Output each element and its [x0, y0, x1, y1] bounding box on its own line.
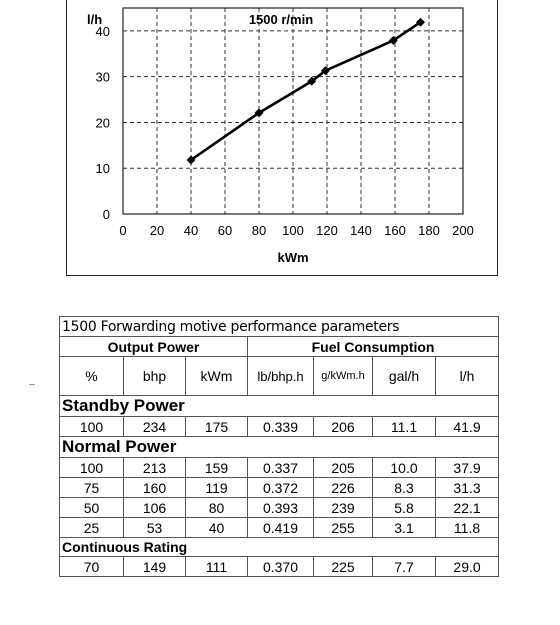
- table-cell: 7.7: [373, 557, 436, 577]
- table-row: [60, 478, 499, 498]
- fuel-consumption-header: Fuel Consumption: [248, 337, 499, 357]
- table-cell: 50: [60, 498, 124, 518]
- table-cell: 106: [124, 498, 186, 518]
- section-title: Normal Power: [60, 437, 499, 458]
- column-header-row: [60, 357, 499, 396]
- table-cell: 10.0: [373, 458, 436, 478]
- table-cell: 226: [314, 478, 373, 498]
- section-title: Continuous Rating: [60, 538, 499, 557]
- x-tick-label: 180: [418, 223, 440, 238]
- table-cell: 213: [124, 458, 186, 478]
- table-cell: 0.372: [248, 478, 314, 498]
- table-cell: 0.337: [248, 458, 314, 478]
- table-cell: 5.8: [373, 498, 436, 518]
- section-row: [60, 538, 499, 557]
- table-cell: 41.9: [436, 417, 499, 437]
- table-cell: 175: [186, 417, 248, 437]
- x-tick-label: 80: [251, 223, 267, 238]
- y-tick-label: 10: [95, 161, 110, 177]
- table-caption: 1500 Forwarding motive performance parameters: [60, 317, 499, 337]
- x-tick-label: 140: [350, 223, 372, 238]
- table-cell: 37.9: [436, 458, 499, 478]
- table-cell: 8.3: [373, 478, 436, 498]
- table-row: [60, 557, 499, 577]
- table-cell: 206: [314, 417, 373, 437]
- table-cell: 160: [124, 478, 186, 498]
- chart-frame: [66, 0, 498, 276]
- table-cell: 22.1: [436, 498, 499, 518]
- table-cell: 149: [124, 557, 186, 577]
- table-cell: 205: [314, 458, 373, 478]
- grid-layer: [123, 8, 463, 214]
- col-header-l-h: l/h: [436, 357, 499, 396]
- chart-title: 1500 r/min: [248, 12, 314, 27]
- table-cell: 31.3: [436, 478, 499, 498]
- table-cell: 0.419: [248, 518, 314, 538]
- table-cell: 119: [186, 478, 248, 498]
- table-cell: 11.1: [373, 417, 436, 437]
- table-cell: 0.370: [248, 557, 314, 577]
- table-cell: 11.8: [436, 518, 499, 538]
- table-cell: 234: [124, 417, 186, 437]
- x-tick-label: 0: [119, 223, 127, 238]
- table-cell: 0.339: [248, 417, 314, 437]
- series-line: [191, 22, 421, 160]
- table-row: [60, 498, 499, 518]
- table-cell: 80: [186, 498, 248, 518]
- x-tick-label: 40: [183, 223, 199, 238]
- col-header-g-kwm-h: g/kWm.h: [314, 357, 373, 396]
- table-cell: 239: [314, 498, 373, 518]
- col-header-kwm: kWm: [186, 357, 248, 396]
- caption-row: [60, 317, 499, 337]
- fuel-consumption-chart: [67, 0, 499, 276]
- y-axis-label: l/h: [87, 12, 103, 27]
- table-cell: 70: [60, 557, 124, 577]
- table-cell: 100: [60, 417, 124, 437]
- table-cell: 255: [314, 518, 373, 538]
- section-title: Standby Power: [60, 396, 499, 417]
- performance-table: [59, 316, 499, 577]
- col-header-lb-bhp-h: lb/bhp.h: [248, 357, 314, 396]
- table-cell: 225: [314, 557, 373, 577]
- y-tick-label: 0: [102, 207, 110, 222]
- table-cell: 25: [60, 518, 124, 538]
- col-header-percent: %: [60, 357, 124, 396]
- table-cell: 75: [60, 478, 124, 498]
- table-cell: 53: [124, 518, 186, 538]
- group-header-row: [60, 337, 499, 357]
- section-row: [60, 396, 499, 417]
- x-tick-label: 100: [282, 223, 304, 238]
- series-layer: [187, 18, 426, 165]
- table-row: [60, 518, 499, 538]
- table-cell: 29.0: [436, 557, 499, 577]
- y-tick-label: 40: [95, 23, 110, 39]
- table-cell: 100: [60, 458, 124, 478]
- x-tick-label: 20: [149, 223, 165, 238]
- margin-mark: [29, 384, 35, 385]
- x-tick-label: 120: [316, 223, 338, 238]
- section-row: [60, 437, 499, 458]
- x-axis-label: kWm: [277, 250, 309, 265]
- x-tick-label: 200: [452, 223, 474, 238]
- y-tick-label: 20: [95, 115, 110, 131]
- table-row: [60, 417, 499, 437]
- table-cell: 3.1: [373, 518, 436, 538]
- x-tick-label: 60: [217, 223, 233, 238]
- tick-layer: [96, 24, 474, 238]
- table-cell: 159: [186, 458, 248, 478]
- table-cell: 0.393: [248, 498, 314, 518]
- output-power-header: Output Power: [60, 337, 248, 357]
- table-cell: 40: [186, 518, 248, 538]
- table-row: [60, 458, 499, 478]
- table-cell: 111: [186, 557, 248, 577]
- y-tick-label: 30: [95, 69, 110, 85]
- x-tick-label: 160: [384, 223, 406, 238]
- col-header-bhp: bhp: [124, 357, 186, 396]
- col-header-gal-h: gal/h: [373, 357, 436, 396]
